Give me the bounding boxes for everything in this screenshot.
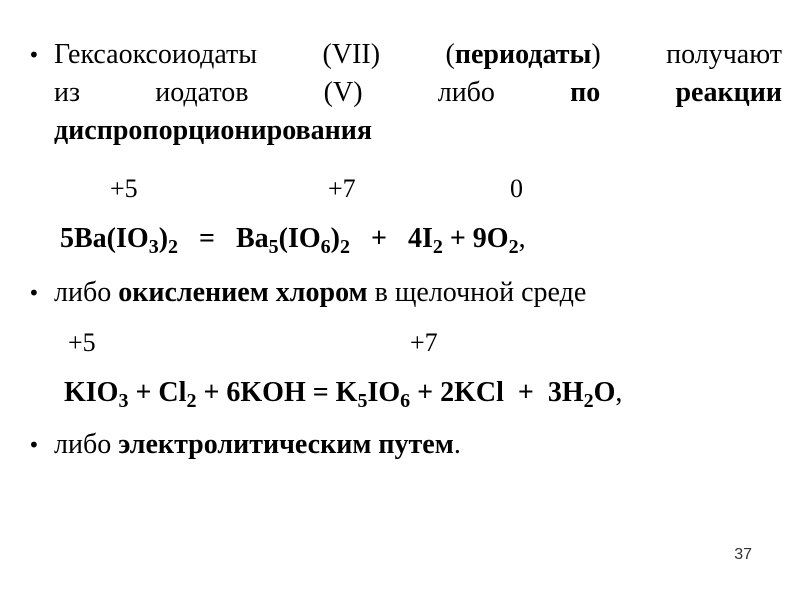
text-span: Гексаоксоиодаты (VII) ( (54, 39, 455, 70)
paragraph-periodates (54, 36, 782, 150)
eq-text: + Cl (128, 377, 187, 408)
bullet-item-chlorine-oxidation (28, 274, 782, 312)
equation-chlorine-oxidation (64, 376, 622, 410)
eq-text: , (615, 377, 623, 408)
eq-subscript: 2 (508, 236, 519, 258)
eq-text: (IO (278, 223, 321, 254)
oxidation-state: +7 (328, 174, 356, 203)
oxidation-state: 0 (510, 174, 523, 203)
bullet-item-electrolysis (28, 426, 782, 464)
bold-term-periodates: периодаты (454, 39, 592, 70)
eq-text: IO (367, 377, 401, 408)
bullet-item-periodates (28, 36, 782, 150)
eq-subscript: 5 (357, 390, 368, 412)
text-span: . (453, 429, 461, 460)
paragraph-chlorine-oxidation (54, 274, 782, 312)
paragraph-line (54, 112, 782, 150)
eq-subscript: 3 (118, 390, 129, 412)
paragraph-line (54, 74, 782, 112)
page-number: 37 (734, 546, 752, 563)
eq-text: O (593, 377, 616, 408)
eq-text: ) (330, 223, 340, 254)
paragraph-electrolysis (54, 426, 782, 464)
bullet-icon: • (28, 433, 40, 457)
eq-subscript: 2 (168, 236, 179, 258)
eq-subscript: 6 (320, 236, 331, 258)
bold-term-disproportionation: диспропорционирования (54, 115, 373, 146)
eq-text: , (518, 223, 526, 254)
eq-subscript: 2 (186, 390, 197, 412)
text-span: либо (54, 277, 119, 308)
eq-subscript: 6 (400, 390, 411, 412)
eq-subscript: 3 (148, 236, 159, 258)
eq-text: + 4I (349, 223, 433, 254)
oxidation-state: +7 (410, 328, 438, 357)
eq-subscript: 2 (339, 236, 350, 258)
text-span: ) получают (591, 39, 782, 70)
eq-text: + 6KOH = K (196, 377, 358, 408)
text-span: либо (54, 429, 119, 460)
eq-text: KIO (64, 377, 119, 408)
eq-text: + 2KCl + 3H (410, 377, 584, 408)
eq-text: + 9O (442, 223, 509, 254)
eq-subscript: 2 (583, 390, 594, 412)
bold-term-electrolysis: электролитическим путем (118, 429, 454, 460)
equation-disproportionation (60, 222, 526, 256)
eq-subscript: 2 (432, 236, 443, 258)
eq-text: ) (158, 223, 169, 254)
eq-text: = Ba (178, 223, 269, 254)
oxidation-state: +5 (68, 328, 96, 357)
oxidation-state: +5 (110, 174, 138, 203)
eq-text: 5Ba(IO (60, 223, 149, 254)
bold-term-chlorine-oxidation: окислением хлором (118, 277, 368, 308)
paragraph-line (54, 36, 782, 74)
bullet-icon: • (28, 281, 40, 305)
bullet-icon: • (28, 43, 40, 67)
text-span: в щелочной среде (367, 277, 587, 308)
text-span: из иодатов (V) либо (54, 77, 571, 108)
bold-term-reaction: по реакции (570, 77, 782, 108)
eq-subscript: 5 (268, 236, 279, 258)
